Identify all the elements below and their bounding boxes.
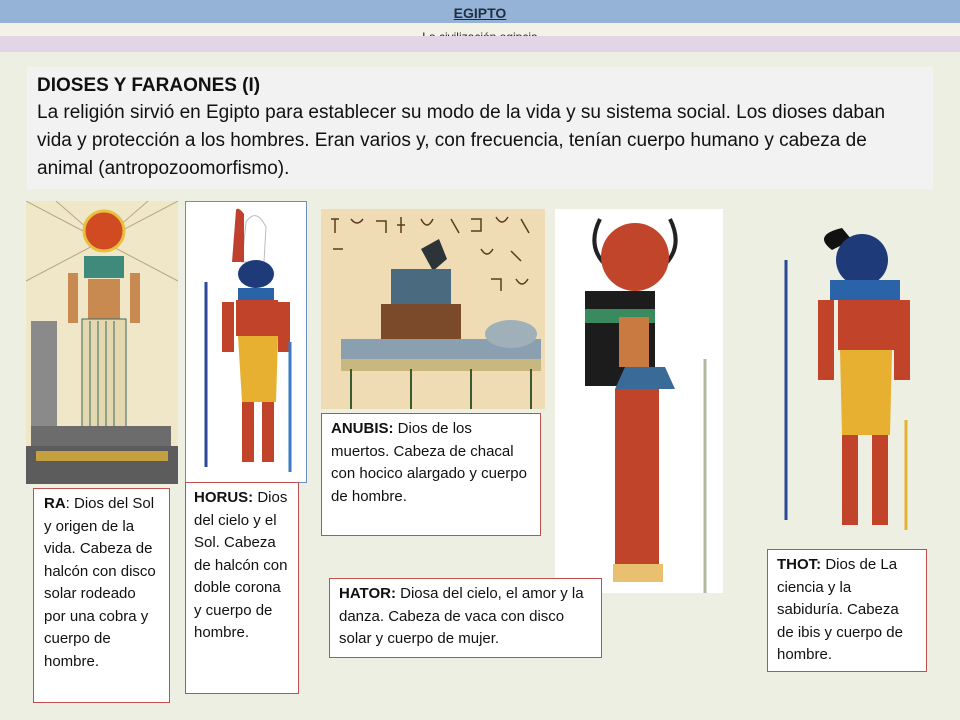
ra-caption [33,488,170,703]
thot-caption [767,549,927,672]
slide-title: EGIPTO [453,5,507,21]
ra-name: RA [44,495,66,512]
decorative-band [0,36,960,52]
anubis-description: Dios de los muertos. Cabeza de chacal con hocico alargado y cuerpo de hombre. [331,420,527,505]
intro-heading: DIOSES Y FARAONES (I) [37,75,261,96]
anubis-caption [321,413,541,536]
hator-image [555,209,723,593]
anubis-name: ANUBIS: [331,420,394,437]
hator-name: HATOR: [339,585,396,602]
horus-name: HORUS: [194,489,254,506]
ra-description: : Dios del Sol y origen de la vida. Cabeza de halcón con disco solar rodeado por una cobra y cuerpo de hombre. [44,495,156,670]
ra-image [26,201,178,484]
intro-box [27,67,933,189]
horus-image [185,201,307,483]
horus-caption [185,482,299,694]
thot-description: Dios de La ciencia y la sabiduría. Cabeza de ibis y cuerpo de hombre. [777,556,903,663]
horus-description: Dios del cielo y el Sol. Cabeza de halcón con doble corona y cuerpo de hombre. [194,489,288,641]
title-bar [0,0,960,23]
thot-name: THOT: [777,556,822,573]
anubis-image [321,209,545,409]
hator-caption [329,578,602,658]
thot-image [772,220,920,538]
hator-description: Diosa del cielo, el amor y la danza. Cabeza de vaca con disco solar y cuerpo de mujer. [339,585,584,647]
intro-text: La religión sirvió en Egipto para establecer su modo de la vida y su sistema social. Los dioses daban vida y protección a los hombres. Eran varios y, con frecuencia, tenían cuerpo humano y cabeza de animal (antropozoomorfismo). [37,102,886,179]
